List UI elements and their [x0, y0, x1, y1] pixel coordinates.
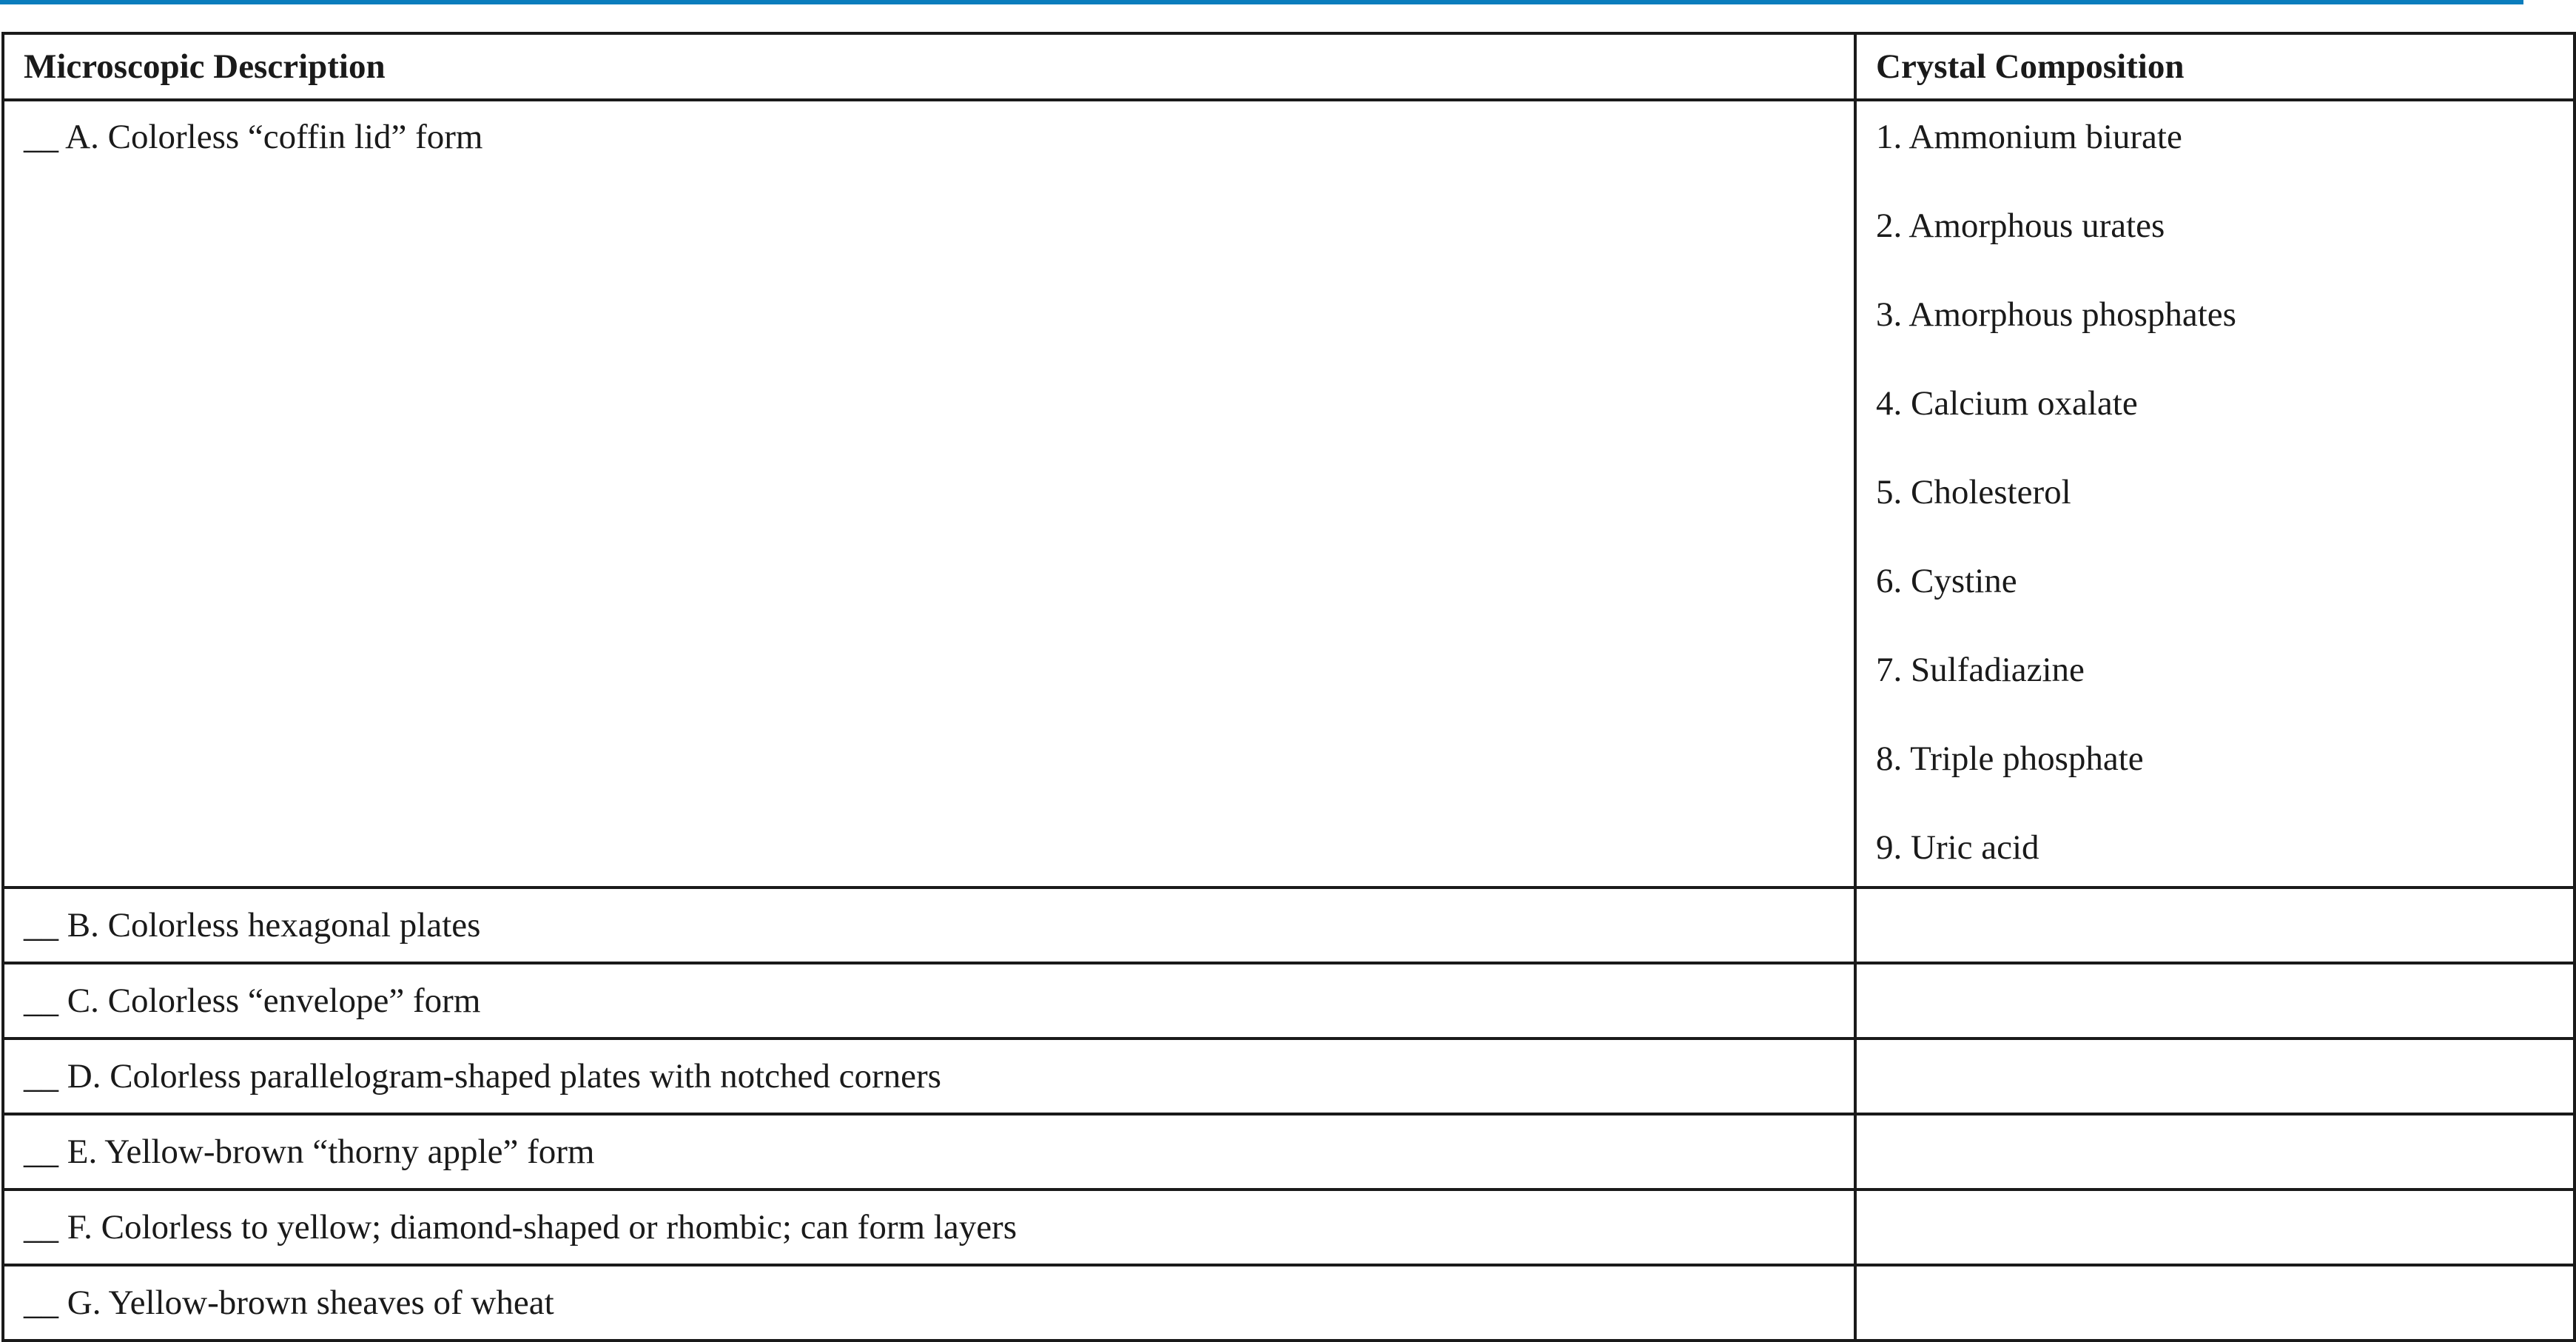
accent-rule	[0, 0, 2523, 4]
description-c: __ C. Colorless “envelope” form	[3, 963, 1855, 1039]
composition-item-2: 2. Amorphous urates	[1876, 207, 2165, 245]
composition-list	[1876, 101, 2573, 886]
description-g: __ G. Yellow-brown sheaves of wheat	[3, 1265, 1855, 1341]
composition-item-9: 9. Uric acid	[1876, 828, 2039, 867]
empty-cell	[1855, 1114, 2575, 1190]
composition-item-6: 6. Cystine	[1876, 562, 2017, 600]
matching-table	[1, 32, 2576, 1342]
header-crystal-composition: Crystal Composition	[1855, 33, 2575, 100]
description-e: __ E. Yellow-brown “thorny apple” form	[3, 1114, 1855, 1190]
table-row	[3, 1265, 2575, 1341]
table-row	[3, 1039, 2575, 1114]
composition-item-4: 4. Calcium oxalate	[1876, 384, 2138, 423]
table-row	[3, 1190, 2575, 1265]
composition-item-5: 5. Cholesterol	[1876, 473, 2071, 511]
header-microscopic-description: Microscopic Description	[3, 33, 1855, 100]
empty-cell	[1855, 1190, 2575, 1265]
composition-item-3: 3. Amorphous phosphates	[1876, 295, 2236, 334]
description-a: __ A. Colorless “coffin lid” form	[3, 100, 1855, 888]
table-row	[3, 1114, 2575, 1190]
composition-cell	[1855, 100, 2575, 888]
empty-cell	[1855, 963, 2575, 1039]
description-b: __ B. Colorless hexagonal plates	[3, 888, 1855, 963]
empty-cell	[1855, 1265, 2575, 1341]
empty-cell	[1855, 888, 2575, 963]
table-row	[3, 888, 2575, 963]
composition-item-1: 1. Ammonium biurate	[1876, 118, 2182, 156]
description-d: __ D. Colorless parallelogram-shaped plates with notched corners	[3, 1039, 1855, 1114]
empty-cell	[1855, 1039, 2575, 1114]
description-f: __ F. Colorless to yellow; diamond-shaped or rhombic; can form layers	[3, 1190, 1855, 1265]
table-row	[3, 100, 2575, 888]
table-row	[3, 963, 2575, 1039]
header-row	[3, 33, 2575, 100]
composition-item-7: 7. Sulfadiazine	[1876, 651, 2085, 689]
composition-item-8: 8. Triple phosphate	[1876, 739, 2144, 778]
